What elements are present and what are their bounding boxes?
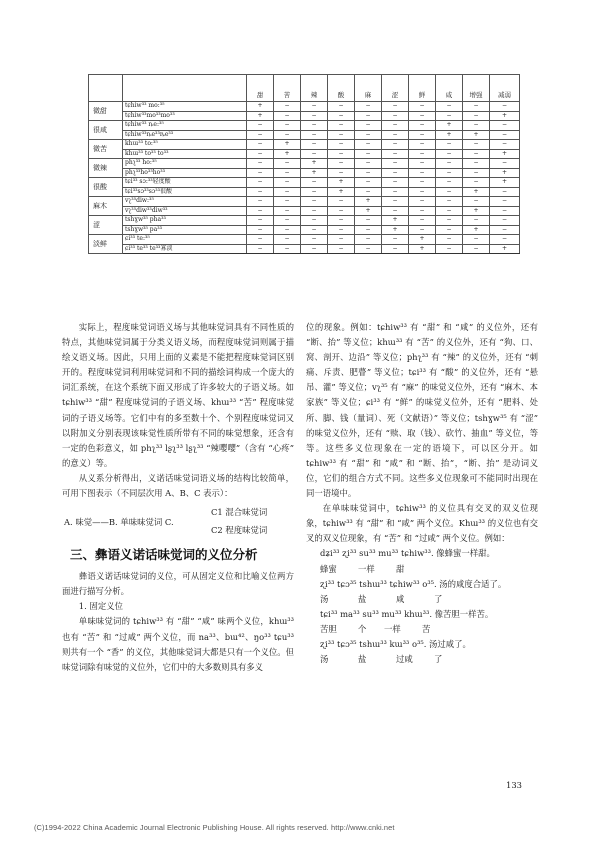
feature-mark-cell: + bbox=[463, 130, 490, 140]
table-header-cell: 酸 bbox=[328, 75, 355, 102]
table-row bbox=[89, 159, 520, 169]
table-row bbox=[89, 168, 520, 178]
example-sentence: ʐi³³ tɕɔ³⁵ tshɯ³³ tɕhiw³³ o³⁵. 汤的咸度合适了。 bbox=[320, 578, 507, 589]
feature-mark-cell: − bbox=[301, 149, 328, 159]
feature-mark-cell: − bbox=[490, 140, 520, 150]
feature-mark-cell: − bbox=[463, 168, 490, 178]
feature-mark-cell: − bbox=[463, 178, 490, 188]
feature-mark-cell: − bbox=[409, 111, 436, 121]
table-header-cell: 咸 bbox=[436, 75, 463, 102]
table-row bbox=[89, 197, 520, 207]
word-cell: tɕhiw³³mo³³mo³³ bbox=[123, 111, 247, 121]
feature-mark-cell: − bbox=[274, 168, 301, 178]
word-cell: ɕi³³ te:³⁵ bbox=[123, 235, 247, 245]
feature-mark-cell: + bbox=[409, 244, 436, 254]
feature-mark-cell: − bbox=[355, 178, 382, 188]
example-sentence: dʑi³³ ʐi³³ su³³ mu³³ tɕhiw³³. 像蜂蜜一样甜。 bbox=[320, 548, 495, 559]
table-header-cell: 甜 bbox=[247, 75, 274, 102]
feature-mark-cell: − bbox=[301, 140, 328, 150]
group-label: 麻木 bbox=[89, 197, 123, 216]
feature-mark-cell: − bbox=[436, 168, 463, 178]
group-label: 很酸 bbox=[89, 178, 123, 197]
feature-mark-cell: − bbox=[463, 244, 490, 254]
feature-mark-cell: − bbox=[247, 206, 274, 216]
feature-mark-cell: − bbox=[328, 111, 355, 121]
feature-mark-cell: − bbox=[436, 225, 463, 235]
paragraph: 单味味觉词的 tɕhiw³³ 有 “甜” “咸” 味两个义位，khɯ³³ 也有 “苦” 和 “过咸” 两个义位，而 na³³、bɯ⁴²、ŋo³³ tɕu³³ 则共有一个 “香” 的义位，其他味觉词大都是只有一个义位。但味觉词除有味觉的义位外，它们中的大多数则具有多义 bbox=[62, 616, 294, 672]
feature-mark-cell: − bbox=[382, 178, 409, 188]
word-cell: ɕi³³ te³³ te³³寡淡 bbox=[123, 244, 247, 254]
feature-mark-cell: − bbox=[463, 197, 490, 207]
feature-mark-cell: − bbox=[436, 197, 463, 207]
feature-mark-cell: − bbox=[247, 149, 274, 159]
table-row bbox=[89, 235, 520, 245]
table-row bbox=[89, 149, 520, 159]
feature-mark-cell: − bbox=[247, 187, 274, 197]
feature-mark-cell: − bbox=[274, 130, 301, 140]
feature-mark-cell: − bbox=[436, 159, 463, 169]
feature-mark-cell: − bbox=[382, 102, 409, 112]
feature-mark-cell: − bbox=[328, 159, 355, 169]
feature-mark-cell: − bbox=[355, 121, 382, 131]
feature-mark-cell: − bbox=[301, 225, 328, 235]
word-cell: tɕhiw³³ȵe³³ȵe³³ bbox=[123, 130, 247, 140]
feature-mark-cell: − bbox=[328, 102, 355, 112]
word-cell: tɕi³³sɔ³³sɔ³³很酸 bbox=[123, 187, 247, 197]
feature-mark-cell: + bbox=[436, 130, 463, 140]
feature-mark-cell: − bbox=[301, 111, 328, 121]
feature-mark-cell: − bbox=[328, 130, 355, 140]
feature-mark-cell: − bbox=[274, 111, 301, 121]
left-column bbox=[62, 320, 294, 675]
word-cell: vʅ³⁵diw³³diw³³ bbox=[123, 206, 247, 216]
feature-mark-cell: − bbox=[382, 197, 409, 207]
table-header-cell: 涩 bbox=[382, 75, 409, 102]
feature-mark-cell: − bbox=[247, 178, 274, 188]
table-row bbox=[89, 244, 520, 254]
feature-mark-cell: + bbox=[490, 178, 520, 188]
feature-mark-cell: − bbox=[328, 225, 355, 235]
feature-mark-cell: + bbox=[274, 140, 301, 150]
feature-mark-cell: − bbox=[328, 168, 355, 178]
group-label: 涩 bbox=[89, 216, 123, 235]
example-sentence: ʐi³³ tɕɔ³⁵ tshɯ³³ kɯ³³ o³⁵. 汤过咸了。 bbox=[320, 638, 471, 649]
feature-mark-cell: − bbox=[382, 244, 409, 254]
table-header-cell bbox=[89, 75, 123, 102]
group-label: 很咸 bbox=[89, 121, 123, 140]
subheading: 1. 固定义位 bbox=[78, 601, 123, 612]
feature-mark-cell: − bbox=[409, 130, 436, 140]
page-number: 133 bbox=[506, 780, 522, 790]
feature-mark-cell: − bbox=[301, 178, 328, 188]
feature-mark-cell: − bbox=[409, 149, 436, 159]
feature-mark-cell: − bbox=[409, 187, 436, 197]
diagram-branch-c1: C1 混合味觉词 bbox=[211, 507, 268, 518]
table-row bbox=[89, 130, 520, 140]
feature-mark-cell: − bbox=[247, 168, 274, 178]
feature-mark-cell: + bbox=[490, 168, 520, 178]
feature-mark-cell: − bbox=[382, 168, 409, 178]
feature-mark-cell: + bbox=[382, 216, 409, 226]
paragraph: 实际上，程度味觉词语义场与其他味觉词具有不同性质的特点，其他味觉词属于分类义语义场，而程度味觉词则属于描绘义语义场。因此，只用上面的义素是不能把程度味觉词区别开的。程度味觉词利用味觉词和不同的描绘词构成一个庞大的词汇系统，在这个系统下面又形成了许多较大的子语义场。如 tɕhiw³³ “甜” 程度味觉词的子语义场、khɯ³³ “苦” 程度味觉词的子语义场等。它们中有的多至数十个、个别程度味觉词又以附加义分别表现该味觉性质所带有不同的味觉想象，还含有一定的色彩意义，如 phʅ³³ lʂʅ³³ lʂʅ³³ “辣嘤嘤”（含有 “心疼” 的意义）等。 bbox=[62, 322, 294, 468]
feature-mark-cell: − bbox=[463, 111, 490, 121]
feature-mark-cell: − bbox=[409, 121, 436, 131]
feature-mark-cell: − bbox=[247, 244, 274, 254]
feature-mark-cell: − bbox=[301, 216, 328, 226]
feature-mark-cell: − bbox=[490, 187, 520, 197]
feature-mark-cell: − bbox=[355, 235, 382, 245]
feature-mark-cell: − bbox=[409, 159, 436, 169]
table-header-cell: 增强 bbox=[463, 75, 490, 102]
example-gloss: 苦胆 个 一样 苦 bbox=[320, 623, 431, 634]
word-cell: tshɣw³⁵ pa³³ bbox=[123, 225, 247, 235]
feature-mark-cell: − bbox=[355, 216, 382, 226]
feature-mark-cell: − bbox=[274, 159, 301, 169]
table-row bbox=[89, 121, 520, 131]
feature-mark-cell: + bbox=[463, 206, 490, 216]
feature-mark-cell: − bbox=[355, 244, 382, 254]
feature-mark-cell: − bbox=[301, 102, 328, 112]
feature-mark-cell: − bbox=[409, 102, 436, 112]
group-label: 微甜 bbox=[89, 102, 123, 121]
table-row bbox=[89, 140, 520, 150]
feature-mark-cell: − bbox=[328, 206, 355, 216]
feature-mark-cell: + bbox=[301, 168, 328, 178]
feature-mark-cell: + bbox=[409, 235, 436, 245]
feature-mark-cell: − bbox=[382, 149, 409, 159]
feature-mark-cell: + bbox=[490, 244, 520, 254]
table-header-cell: 苦 bbox=[274, 75, 301, 102]
feature-mark-cell: − bbox=[382, 130, 409, 140]
feature-mark-cell: − bbox=[355, 225, 382, 235]
feature-mark-cell: − bbox=[490, 130, 520, 140]
feature-mark-cell: − bbox=[490, 197, 520, 207]
feature-mark-cell: + bbox=[301, 159, 328, 169]
feature-mark-cell: − bbox=[274, 244, 301, 254]
feature-mark-cell: + bbox=[274, 149, 301, 159]
feature-mark-cell: − bbox=[463, 149, 490, 159]
table-row bbox=[89, 206, 520, 216]
paragraph: 位的现象。例如：tɕhiw³³ 有 “甜” 和 “咸” 的义位外，还有 “断、抬” 等义位；khɯ³³ 有 “苦” 的义位外，还有 “狗、口、窝、剖开、边沿” 等义位；phʅ³³ 有 “辣” 的义位外，还有 “刺痛、斥责、肥瞢” 等义位；tɕi³³ 有 “酸” 的义位外，还有 “悬吊、灌” 等义位；vʅ³⁵ 有 “麻” 的味觉义位外，还有 “麻木、本家族” 等义位；ɕi³³ 有 “鲜” 的味觉义位外，还有 “肥料、处所、脚、钱（量词）、死（文献语）” 等义位；tshɣw³⁵ 有 “涩” 的味觉义位外，还有 “赎、取（钱）、砍竹、抽血” 等义位，等等。这些多义位现象在一定的语境下，可以区分开。如 tɕhiw³³ 有 “甜” 和 “咸” 和 “断、抬”，“断、抬” 是动词义位，它们的组合方式不同。这些多义位现象可不能同时出现在同一语境中。 bbox=[306, 322, 538, 499]
example-gloss: 汤 盐 过咸 了 bbox=[320, 654, 443, 665]
feature-mark-cell: + bbox=[382, 225, 409, 235]
feature-mark-cell: − bbox=[463, 159, 490, 169]
feature-mark-cell: − bbox=[382, 111, 409, 121]
feature-mark-cell: + bbox=[463, 187, 490, 197]
feature-mark-cell: − bbox=[355, 102, 382, 112]
feature-mark-cell: − bbox=[274, 225, 301, 235]
table-row bbox=[89, 216, 520, 226]
feature-mark-cell: − bbox=[436, 235, 463, 245]
feature-mark-cell: − bbox=[436, 111, 463, 121]
feature-mark-cell: − bbox=[247, 121, 274, 131]
feature-mark-cell: − bbox=[409, 168, 436, 178]
word-cell: khɯ³³ to:³⁵ bbox=[123, 140, 247, 150]
word-cell: tɕi³³ sɔ:³³轻度酸 bbox=[123, 178, 247, 188]
structure-diagram bbox=[62, 503, 294, 539]
table-header-cell bbox=[123, 75, 247, 102]
feature-mark-cell: − bbox=[436, 187, 463, 197]
feature-mark-cell: − bbox=[301, 121, 328, 131]
feature-mark-cell: − bbox=[247, 159, 274, 169]
feature-mark-cell: − bbox=[301, 235, 328, 245]
paragraph: 在单味味觉词中，tɕhiw³³ 的义位具有交叉的双义位现象，tɕhiw³³ 有 “甜” 和 “咸” 两个义位。Khɯ³³ 的义位也有交叉的双义位现象，有 “苦” 和 “过咸” 两个义位。例如： bbox=[306, 503, 538, 544]
word-cell: khɯ³³ to³³ to³³ bbox=[123, 149, 247, 159]
feature-mark-cell: − bbox=[409, 178, 436, 188]
feature-mark-cell: − bbox=[328, 244, 355, 254]
feature-mark-cell: − bbox=[490, 216, 520, 226]
copyright-footer: (C)1994-2022 China Academic Journal Electronic Publishing House. All rights reserved. http://www.cnki.net bbox=[34, 823, 395, 832]
table-header-cell: 辣 bbox=[301, 75, 328, 102]
feature-mark-cell: − bbox=[436, 244, 463, 254]
feature-mark-cell: − bbox=[274, 178, 301, 188]
word-cell: phʅ³³ ho:³⁵ bbox=[123, 159, 247, 169]
feature-mark-cell: − bbox=[490, 159, 520, 169]
feature-mark-cell: − bbox=[355, 168, 382, 178]
feature-mark-cell: − bbox=[247, 130, 274, 140]
feature-mark-cell: − bbox=[490, 121, 520, 131]
feature-mark-cell: − bbox=[247, 216, 274, 226]
feature-mark-cell: − bbox=[247, 225, 274, 235]
feature-mark-cell: − bbox=[409, 206, 436, 216]
word-cell: phʅ³³ho³³ho³³ bbox=[123, 168, 247, 178]
feature-mark-cell: − bbox=[382, 140, 409, 150]
feature-mark-cell: − bbox=[274, 235, 301, 245]
group-label: 微辣 bbox=[89, 159, 123, 178]
taste-feature-table bbox=[88, 74, 520, 254]
right-column bbox=[306, 320, 538, 667]
paragraph: 彝语义诺话味觉词的义位，可从固定义位和比喻义位两方面进行描写分析。 bbox=[62, 571, 294, 597]
feature-mark-cell: − bbox=[301, 206, 328, 216]
feature-mark-cell: − bbox=[247, 197, 274, 207]
table-row bbox=[89, 102, 520, 112]
table-header-row bbox=[89, 75, 520, 102]
feature-mark-cell: − bbox=[490, 206, 520, 216]
feature-mark-cell: − bbox=[463, 140, 490, 150]
feature-mark-cell: − bbox=[490, 225, 520, 235]
feature-mark-cell: + bbox=[490, 111, 520, 121]
feature-mark-cell: + bbox=[355, 206, 382, 216]
table-row bbox=[89, 187, 520, 197]
feature-mark-cell: − bbox=[355, 130, 382, 140]
feature-mark-cell: − bbox=[463, 235, 490, 245]
feature-mark-cell: − bbox=[328, 140, 355, 150]
feature-mark-cell: + bbox=[436, 121, 463, 131]
feature-mark-cell: − bbox=[463, 102, 490, 112]
table-row bbox=[89, 111, 520, 121]
feature-mark-cell: − bbox=[436, 140, 463, 150]
feature-mark-cell: − bbox=[463, 216, 490, 226]
feature-mark-cell: − bbox=[382, 121, 409, 131]
feature-mark-cell: − bbox=[247, 140, 274, 150]
feature-mark-cell: − bbox=[328, 121, 355, 131]
feature-mark-cell: − bbox=[490, 235, 520, 245]
diagram-branch-c2: C2 程度味觉词 bbox=[211, 525, 268, 536]
word-cell: tɕhiw³³ ȵe:³⁵ bbox=[123, 121, 247, 131]
feature-mark-cell: + bbox=[463, 225, 490, 235]
feature-mark-cell: − bbox=[301, 187, 328, 197]
feature-mark-cell: − bbox=[409, 140, 436, 150]
feature-mark-cell: − bbox=[355, 149, 382, 159]
feature-mark-cell: − bbox=[301, 244, 328, 254]
feature-mark-cell: − bbox=[382, 187, 409, 197]
feature-mark-cell: − bbox=[247, 235, 274, 245]
feature-mark-cell: − bbox=[490, 102, 520, 112]
feature-mark-cell: − bbox=[274, 206, 301, 216]
feature-mark-cell: − bbox=[382, 206, 409, 216]
word-cell: tɕhiw³³ mo:³⁵ bbox=[123, 102, 247, 112]
feature-mark-cell: + bbox=[328, 178, 355, 188]
feature-mark-cell: − bbox=[274, 216, 301, 226]
example-gloss: 汤 盐 咸 了 bbox=[320, 593, 443, 604]
feature-mark-cell: + bbox=[247, 111, 274, 121]
feature-mark-cell: − bbox=[382, 235, 409, 245]
table-header-cell: 鲜 bbox=[409, 75, 436, 102]
example-gloss: 蜂蜜 一样 甜 bbox=[320, 563, 405, 574]
feature-mark-cell: − bbox=[436, 206, 463, 216]
feature-mark-cell: − bbox=[436, 178, 463, 188]
feature-mark-cell: − bbox=[274, 102, 301, 112]
table-row bbox=[89, 178, 520, 188]
feature-mark-cell: − bbox=[355, 187, 382, 197]
example-sentence: tɕi³³ ma³³ su³³ mu³³ khɯ³³. 像苦胆一样苦。 bbox=[320, 608, 494, 619]
feature-mark-cell: − bbox=[355, 111, 382, 121]
feature-mark-cell: − bbox=[409, 225, 436, 235]
section-heading: 三、彝语义诺话味觉词的义位分析 bbox=[70, 547, 258, 563]
group-label: 淡鲜 bbox=[89, 235, 123, 254]
feature-mark-cell: − bbox=[301, 197, 328, 207]
feature-mark-cell: − bbox=[328, 235, 355, 245]
feature-mark-cell: − bbox=[409, 216, 436, 226]
feature-mark-cell: − bbox=[463, 121, 490, 131]
feature-mark-cell: − bbox=[328, 149, 355, 159]
word-cell: tshɣw³⁵ pha³³ bbox=[123, 216, 247, 226]
paragraph: 从义系分析得出，义诺话味觉词语义场的结构比较简单，可用下图表示（不同层次用 A、B、C 表示）： bbox=[62, 472, 294, 499]
feature-mark-cell: − bbox=[382, 159, 409, 169]
feature-mark-cell: − bbox=[409, 197, 436, 207]
feature-mark-cell: − bbox=[355, 140, 382, 150]
feature-mark-cell: − bbox=[328, 216, 355, 226]
table-row bbox=[89, 225, 520, 235]
word-cell: vʅ³⁵diw:³⁵ bbox=[123, 197, 247, 207]
feature-mark-cell: − bbox=[274, 197, 301, 207]
table-header-cell: 麻 bbox=[355, 75, 382, 102]
feature-mark-cell: − bbox=[436, 216, 463, 226]
feature-mark-cell: + bbox=[490, 149, 520, 159]
table-header-cell: 减弱 bbox=[490, 75, 520, 102]
feature-mark-cell: − bbox=[274, 121, 301, 131]
feature-mark-cell: − bbox=[355, 159, 382, 169]
group-label: 微苦 bbox=[89, 140, 123, 159]
feature-mark-cell: − bbox=[436, 102, 463, 112]
feature-mark-cell: − bbox=[301, 130, 328, 140]
feature-mark-cell: + bbox=[247, 102, 274, 112]
feature-mark-cell: + bbox=[328, 187, 355, 197]
feature-mark-cell: − bbox=[274, 187, 301, 197]
diagram-root: A. 味觉——B. 单味味觉词 C. bbox=[64, 517, 174, 528]
feature-mark-cell: − bbox=[328, 197, 355, 207]
feature-mark-cell: − bbox=[436, 149, 463, 159]
feature-mark-cell: + bbox=[355, 197, 382, 207]
